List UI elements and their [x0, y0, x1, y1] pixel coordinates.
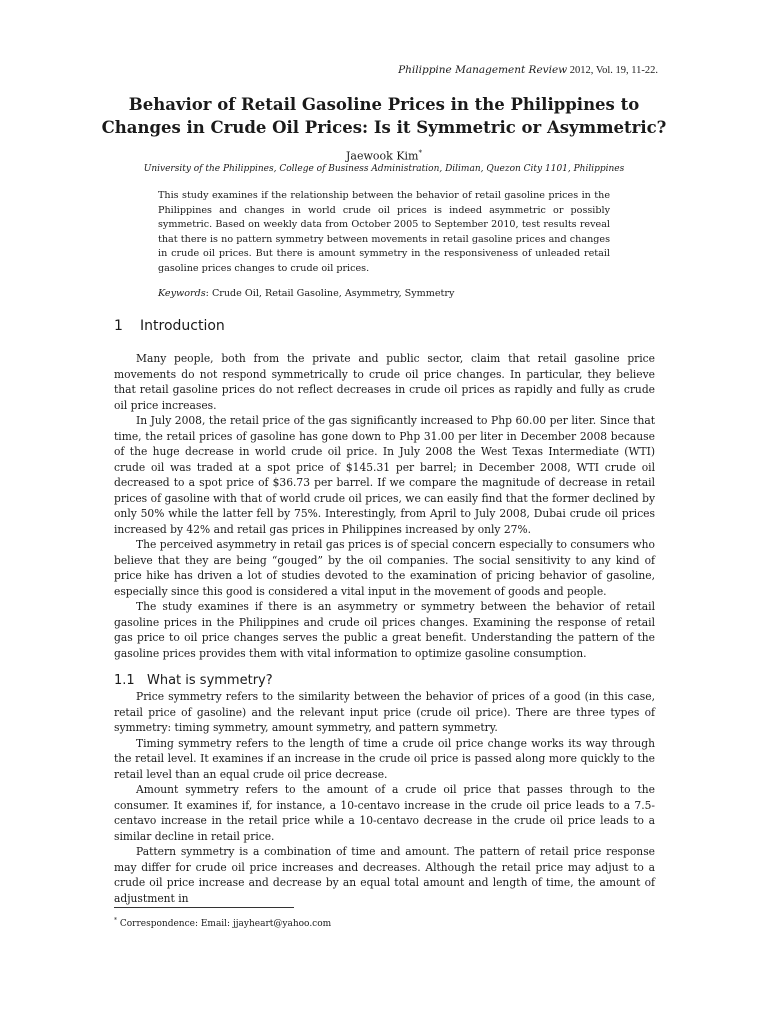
symmetry-body: [114, 689, 655, 906]
paragraph: Many people, both from the private and public sector, claim that retail gasoline price movements do not respond symmetrically to crude oil price changes. In particular, they believe that retail gasoline prices do not reflect decreases in crude oil prices as rapidly and fully as crude oil price increases.: [114, 352, 655, 412]
keywords-list: : Crude Oil, Retail Gasoline, Asymmetry, Symmetry: [205, 288, 455, 299]
paragraph: The perceived asymmetry in retail gas prices is of special concern especially to consumers who believe that they are being “gouged” by the oil companies. The social sensitivity to any kind of price hike has driven a lot of studies devoted to the examination of pricing behavior of gasoline, especially since this good is considered a vital input in the movement of goods and people.: [114, 538, 655, 598]
paragraph: Timing symmetry refers to the length of time a crude oil price change works its way through the retail level. It examines if an increase in the crude oil price is passed along more quickly to the retail level than an equal crude oil price decrease.: [114, 736, 655, 781]
paper-title: Behavior of Retail Gasoline Prices in the Philippines to Changes in Crude Oil Prices: Is it Symmetric or Asymmetric?: [101, 95, 667, 137]
author-line: [100, 149, 668, 163]
paragraph: Pattern symmetry is a combination of time and amount. The pattern of retail price response may differ for crude oil price increases and decreases. Although the retail price may adjust to a crude oil price increase and decrease by an equal total amount and length of time, the amount of adjustment in: [114, 845, 655, 905]
footnote: [114, 917, 331, 929]
introduction-body: [114, 351, 655, 661]
subsection-title: What is symmetry?: [147, 673, 273, 688]
section-title: Introduction: [140, 318, 225, 334]
journal-volume: 2012, Vol. 19, 11-22.: [567, 65, 658, 76]
author-footnote-mark: *: [418, 149, 422, 157]
keywords: [158, 288, 610, 299]
paragraph: In July 2008, the retail price of the gas significantly increased to Php 60.00 per liter. Since that time, the retail prices of gasoline has gone down to Php 31.00 per liter in December 2008 because of the huge decrease in world crude oil price. In July 2008 the West Texas Intermediate (WTI) crude oil was traded at a spot price of $145.31 per barrel; in December 2008, WTI crude oil decreased to a spot price of $36.73 per barrel. If we compare the magnitude of decrease in retail prices of gasoline with that of world crude oil prices, we can easily find that the former declined by only 50% while the latter fell by 75%. Interestingly, from April to July 2008, Dubai crude oil prices increased by 42% and retail gas prices in Philippines increased by only 27%.: [114, 414, 655, 536]
journal-citation: [398, 64, 658, 76]
footnote-mark: *: [114, 917, 117, 924]
paragraph: Price symmetry refers to the similarity between the behavior of prices of a good (in this case, retail price of gasoline) and the relevant input price (crude oil price). There are three types of symmetry: timing symmetry, amount symmetry, and pattern symmetry.: [114, 690, 655, 734]
section-number: 1: [114, 318, 123, 334]
author-affiliation: University of the Philippines, College of Business Administration, Diliman, Quezon City 1101, Philippines: [143, 164, 625, 174]
subsection-heading-symmetry: [114, 673, 273, 688]
abstract: This study examines if the relationship between the behavior of retail gasoline prices in the Philippines and changes in world crude oil prices is indeed asymmetric or possibly symmetric. Based on weekly data from October 2005 to September 2010, test results reveal that there is no pattern symmetry between movements in retail gasoline prices and changes in crude oil prices. But there is amount symmetry in the responsiveness of unleaded retail gasoline prices changes to crude oil prices.: [158, 190, 610, 274]
author-name: Jaewook Kim: [346, 149, 419, 163]
journal-name: Philippine Management Review: [398, 64, 568, 76]
footnote-divider: [114, 907, 294, 908]
section-heading-introduction: [114, 318, 225, 334]
keywords-label: Keywords: [158, 288, 206, 299]
footnote-text: Correspondence: Email: jjayheart@yahoo.com: [117, 919, 332, 929]
subsection-number: 1.1: [114, 673, 135, 688]
paragraph: Amount symmetry refers to the amount of a crude oil price that passes through to the consumer. It examines if, for instance, a 10-centavo increase in the crude oil price leads to a 7.5-centavo increase in the retail price while a 10-centavo decrease in the crude oil price leads to a similar decline in retail price.: [114, 783, 655, 843]
paragraph: The study examines if there is an asymmetry or symmetry between the behavior of retail gasoline prices in the Philippines and crude oil prices changes. Examining the response of retail gas price to oil price changes serves the public a great benefit. Understanding the pattern of the gasoline prices provides them with vital information to optimize gasoline consumption.: [114, 600, 655, 660]
